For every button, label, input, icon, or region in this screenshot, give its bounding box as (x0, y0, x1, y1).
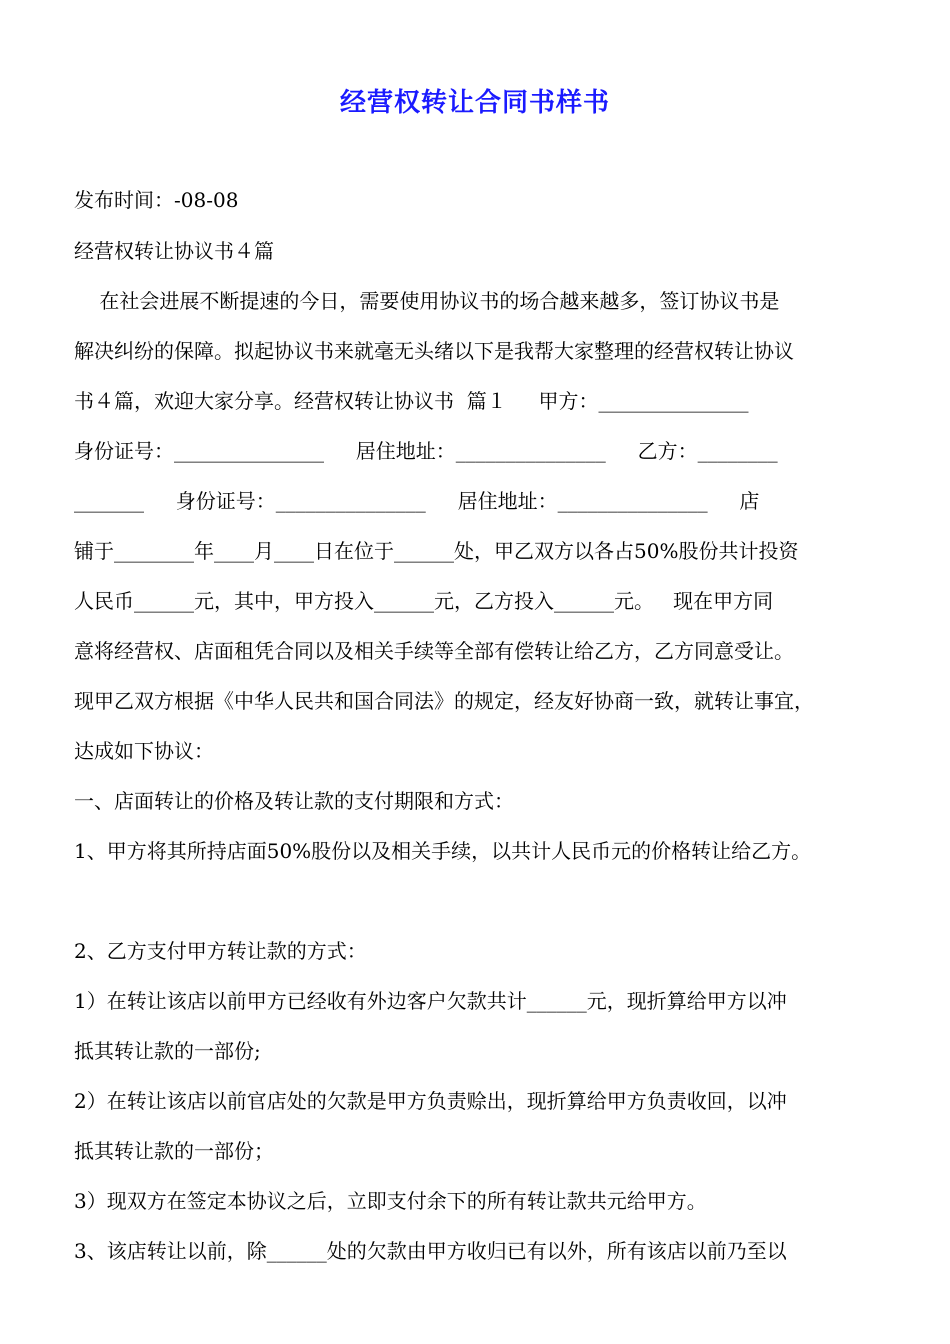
paragraph-line: _______ 身份证号：_______________ 居住地址：_______________ 店 (74, 489, 760, 513)
paragraph-line: 在社会进展不断提速的今日，需要使用协议书的场合越来越多，签订协议书是 (74, 289, 780, 313)
paragraph-line: 身份证号：_______________ 居住地址：_______________ 乙方：________ (74, 439, 778, 463)
publish-date: 发布时间：-08-08 (74, 188, 239, 212)
paragraph-line: 现甲乙双方根据《中华人民共和国合同法》的规定，经友好协商一致，就转让事宜， (74, 689, 814, 713)
subtitle: 经营权转让协议书４篇 (74, 239, 274, 263)
paragraph-line: 铺于________年____月____日在位于______处，甲乙双方以各占50%股份共计投资 (74, 539, 799, 563)
clause-line: 抵其转让款的一部份; (74, 1039, 261, 1063)
document-title: 经营权转让合同书样书 (339, 88, 610, 118)
clause-line: 3）现双方在签定本协议之后，立即支付余下的所有转让款共元给甲方。 (74, 1189, 707, 1213)
clause-line: 抵其转让款的一部份； (74, 1139, 274, 1163)
section-heading: 一、店面转让的价格及转让款的支付期限和方式： (74, 789, 514, 813)
clause-line: 3、该店转让以前，除______处的欠款由甲方收归已有以外，所有该店以前乃至以 (74, 1239, 787, 1263)
clause-line: 1、甲方将其所持店面50%股份以及相关手续，以共计人民币元的价格转让给乙方。 (74, 839, 812, 863)
paragraph-line: 达成如下协议： (74, 739, 214, 763)
clause-line: 2）在转让该店以前官店处的欠款是甲方负责赊出，现折算给甲方负责收回，以冲 (74, 1089, 787, 1113)
paragraph-line: 书４篇，欢迎大家分享。经营权转让协议书 篇１ 甲方：_______________ (74, 389, 749, 413)
paragraph-line: 解决纠纷的保障。拟起协议书来就毫无头绪以下是我帮大家整理的经营权转让协议 (74, 339, 794, 363)
clause-line: 2、乙方支付甲方转让款的方式： (74, 939, 367, 963)
paragraph-line: 意将经营权、店面租凭合同以及相关手续等全部有偿转让给乙方，乙方同意受让。 (74, 639, 794, 663)
paragraph-line: 人民币______元，其中，甲方投入______元，乙方投入______元。 现在甲方同 (74, 589, 774, 613)
clause-line: 1）在转让该店以前甲方已经收有外边客户欠款共计______元，现折算给甲方以冲 (74, 989, 787, 1013)
